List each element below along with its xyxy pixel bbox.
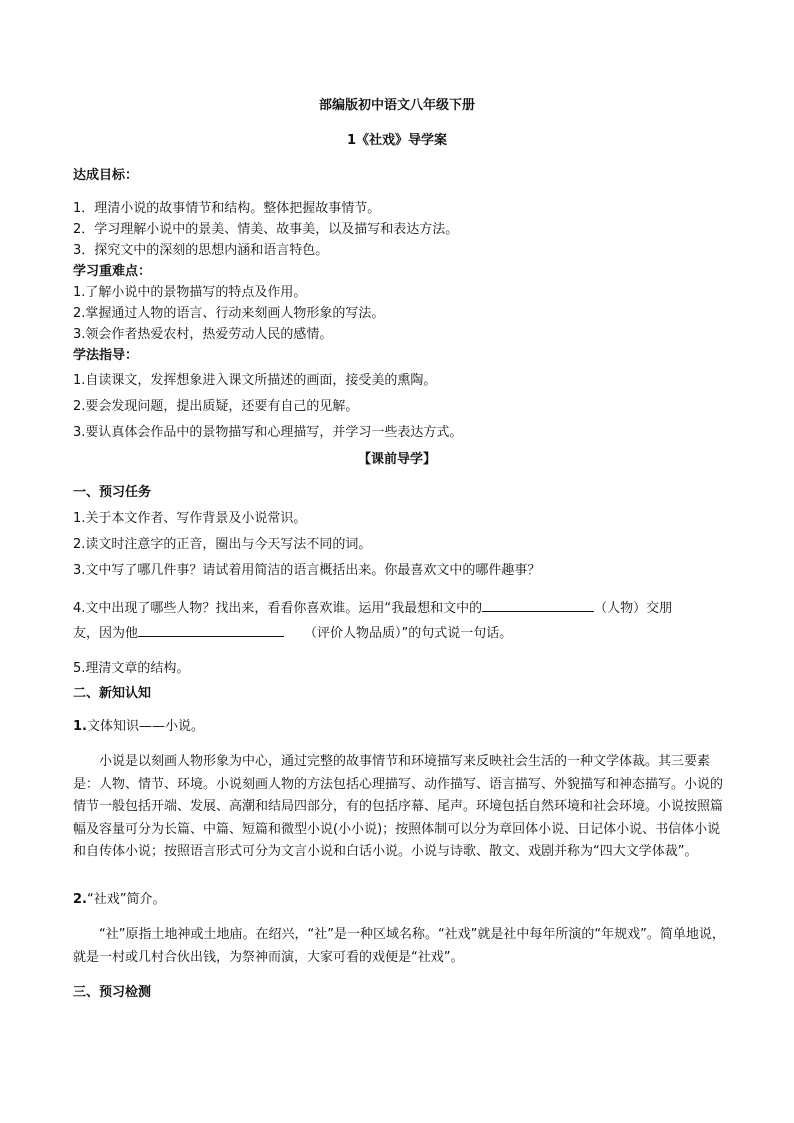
subsection-2-heading — [73, 890, 165, 910]
preview-item-4-text: 友，因为他 — [73, 626, 139, 641]
preview-item-4-line-2 — [73, 622, 512, 644]
method-item: 1.自读课文，发挥想象进入课文所描述的画面，接受美的熏陶。 — [73, 373, 437, 388]
goal-item: 1．理清小说的故事情节和结构。整体把握故事情节。 — [73, 201, 381, 216]
method-item: 3.要认真体会作品中的景物描写和心理描写，并学习一些表达方式。 — [73, 425, 463, 440]
fill-blank-quality[interactable] — [138, 622, 284, 637]
preview-item-4-text: （人物）交朋 — [594, 601, 673, 616]
preview-item-4-text: （评价人物品质）”的句式说一句话。 — [304, 626, 513, 641]
method-item: 2.要会发现问题，提出质疑，还要有自己的见解。 — [73, 399, 359, 414]
new-knowledge-heading: 二、新知认知 — [73, 686, 152, 701]
document-title: 部编版初中语文八年级下册 — [318, 98, 475, 113]
subsection-number: 2. — [73, 892, 87, 907]
preview-item: 5.理清文章的结构。 — [73, 661, 190, 676]
goals-heading: 达成目标： — [73, 168, 139, 183]
goal-item: 3．探究文中的深刻的思想内涵和语言特色。 — [73, 243, 329, 258]
key-points-heading: 学习重难点： — [73, 264, 152, 279]
subsection-number: 1. — [73, 719, 87, 734]
goal-item: 2．学习理解小说中的景美、情美、故事美，以及描写和表达方法。 — [73, 222, 459, 237]
check-heading: 三、预习检测 — [73, 985, 152, 1000]
subsection-1-heading — [73, 717, 204, 737]
section-label: 【课前导学】 — [357, 452, 436, 467]
fill-blank-person[interactable] — [482, 597, 594, 612]
preview-item: 1.关于本文作者、写作背景及小说常识。 — [73, 511, 307, 526]
preview-item: 2.读文时注意字的正音，圈出与今天写法不同的词。 — [73, 537, 372, 552]
key-point-item: 3.领会作者热爱农村，热爱劳动人民的感情。 — [73, 327, 333, 342]
novel-knowledge-paragraph: 小说是以刻画人物形象为中心，通过完整的故事情节和环境描写来反映社会生活的一种文学体裁。其三要素是：人物、情节、环境。小说刻画人物的方法包括心理描写、动作描写、语言描写、外貌描写和神态描写。小说的情节一般包括开端、发展、高潮和结局四部分，有的包括序幕、尾声。环境包括自然环境和社会环境。小说按照篇幅及容量可分为长篇、中篇、短篇和微型小说(小小说)；按照体制可以分为章回体小说、日记体小说、书信体小说和自传体小说；按照语言形式可分为文言小说和白话小说。小说与诗歌、散文、戏剧并称为“四大文学体裁”。 — [73, 754, 724, 860]
subsection-title: “社戏”简介。 — [86, 892, 166, 907]
key-point-item: 1.了解小说中的景物描写的特点及作用。 — [73, 285, 307, 300]
shexi-intro-paragraph: “社”原指土地神或土地庙。在绍兴，“社”是一种区域名称。“社戏”就是社中每年所演的“年规戏”。简单地说，就是一村或几村合伙出钱，为祭神而演，大家可看的戏便是“社戏”。 — [73, 927, 725, 965]
preview-item: 3.文中写了哪几件事？请试着用简洁的语言概括出来。你最喜欢文中的哪件趣事？ — [73, 563, 541, 578]
preview-heading: 一、预习任务 — [73, 485, 152, 500]
document-subtitle: 1《社戏》导学案 — [346, 133, 448, 148]
preview-item-4-line-1 — [73, 597, 672, 619]
preview-item-4-text: 4.文中出现了哪些人物？找出来，看看你喜欢谁。运用“我最想和文中的 — [73, 601, 483, 616]
method-heading: 学法指导： — [73, 348, 139, 363]
subsection-title: 文体知识——小说。 — [86, 719, 204, 734]
key-point-item: 2.掌握通过人物的语言、行动来刻画人物形象的写法。 — [73, 306, 385, 321]
